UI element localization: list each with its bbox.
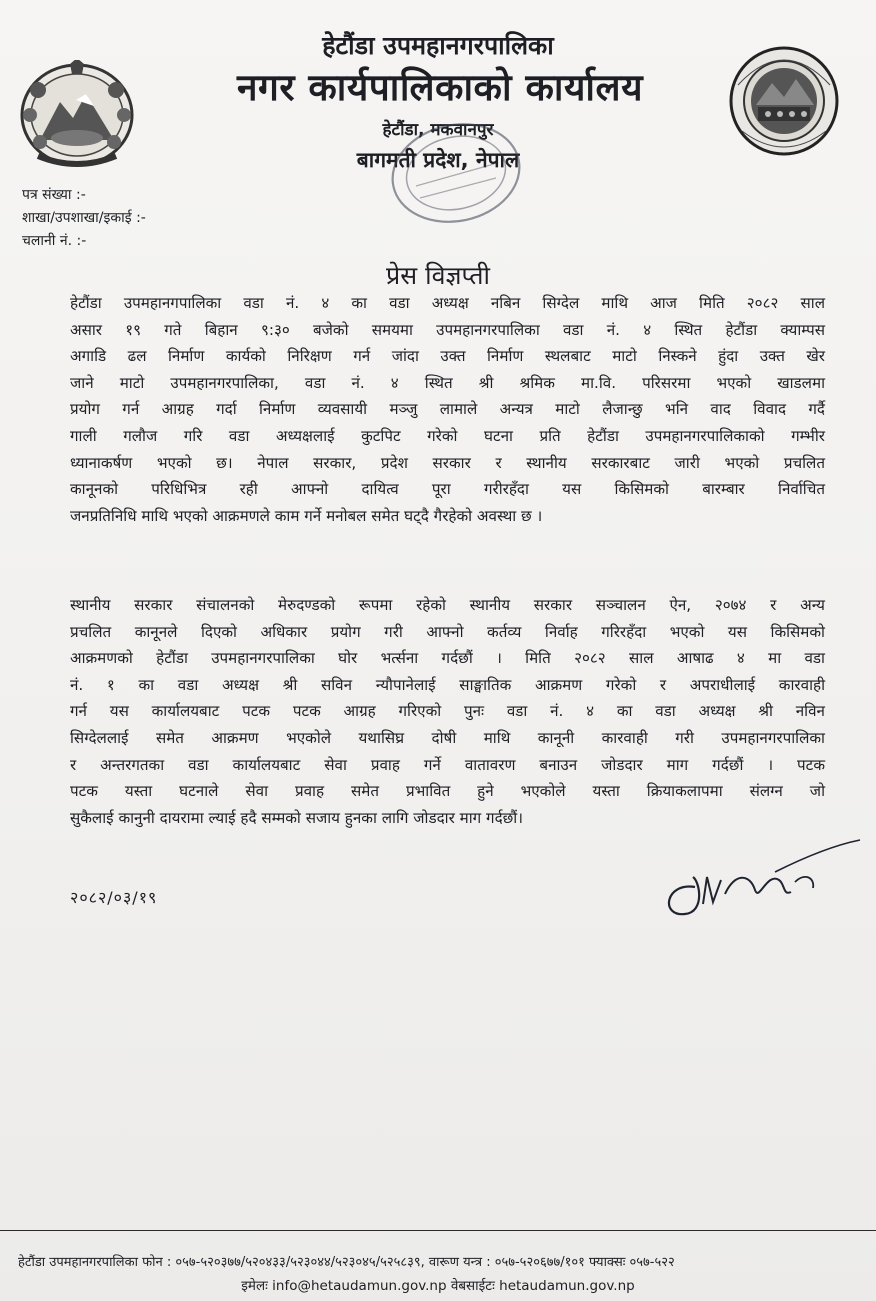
office-name-line1: हेटौंडा उपमहानगरपालिका xyxy=(322,31,554,60)
hetauda-submetropolitan-logo-icon xyxy=(728,45,840,157)
office-seal-stamp-icon xyxy=(386,118,526,228)
paragraph-line: हेटौंडा उपमहानगपालिका वडा नं. ४ का वडा अध्यक्ष नबिन सिग्देल माथि आज मिति २०८२ साल xyxy=(70,294,825,312)
paragraph-line: कानूनको परिधिभित्र रही आफ्नो दायित्व पूरा गरीरहँदा यस किसिमको बारम्बार निर्वाचित xyxy=(70,480,825,499)
paragraph-line: जनप्रतिनिधि माथि भएको आक्रमणले काम गर्ने मनोबल समेत घट्दै गैरहेको अवस्था छ । xyxy=(70,506,543,525)
paragraph-line: गर्न यस कार्यालयबाट पटक पटक आग्रह गरिएको पुनः वडा नं. ४ का वडा अध्यक्ष श्री नविन xyxy=(70,702,825,721)
paragraph-line: र अन्तरगतका वडा कार्यालयबाट सेवा प्रवाह गर्ने वातावरण बनाउन जोडदार माग गर्दछौं । पटक xyxy=(70,755,825,774)
paragraph-line: स्थानीय सरकार संचालनको मेरुदण्डको रूपमा रहेको स्थानीय सरकार सञ्चालन ऐन, २०७४ र अन्य xyxy=(70,596,825,614)
paragraph-line: ध्यानाकर्षण भएको छ। नेपाल सरकार, प्रदेश सरकार र स्थानीय सरकारबाट जारी भएको प्रचलित xyxy=(70,453,825,472)
paragraph-line: अगाडि ढल निर्माण कार्यको निरिक्षण गर्न जांदा उक्त निर्माण स्थलबाट माटो निस्कने हुंदा उक्त खेर xyxy=(70,347,825,366)
paragraph-1 xyxy=(70,290,825,529)
handwritten-signature-icon xyxy=(655,832,870,927)
paragraph-line: पटक यस्ता घटनाले सेवा प्रवाह समेत प्रभावित हुने भएकोले यस्ता क्रियाकलापमा संलग्न जो xyxy=(70,782,825,801)
office-province-line: बागमती प्रदेश, नेपाल xyxy=(356,148,520,172)
letter-number-label: पत्र संख्या :- xyxy=(22,187,86,203)
dispatch-number-label: चलानी नं. :- xyxy=(22,233,87,249)
footer-web: इमेलः info@hetaudamun.gov.np वेबसाईटः hetaudamun.gov.np xyxy=(241,1278,635,1294)
paragraph-line: असार १९ गते बिहान ९:३० बजेको समयमा उपमहानगरपालिका वडा नं. ४ स्थित हेटौंडा क्याम्पस xyxy=(70,320,825,339)
footer-contact: हेटौंडा उपमहानगरपालिका फोन : ०५७-५२०३७७/५२०४३३/५२३०४४/५२३०४५/५२५८३९, वारूण यन्त्र : ०५७-५२०६७७/१०१ फ्याक्सः ०५७-५२२ xyxy=(18,1255,675,1270)
paragraph-line: प्रयोग गर्न आग्रह गर्दा निर्माण व्यवसायी मञ्जु लामाले अन्यत्र माटो लैजान्छु भनि वाद विवाद गर्दै xyxy=(70,400,825,419)
paragraph-2 xyxy=(70,592,825,831)
paragraph-line: सिग्देललाई समेत आक्रमण भएकोले यथासिघ्र दोषी माथि कानूनी कारवाही गरी उपमहानगरपालिका xyxy=(70,728,825,747)
paragraph-line: गाली गलौज गरि वडा अध्यक्षलाई कुटपिट गरेको घटना प्रति हेटौंडा उपमहानगरपालिकाको गम्भीर xyxy=(70,426,825,445)
paragraph-line: जाने माटो उपमहानगरपालिका, वडा नं. ४ स्थित श्री श्रमिक मा.वि. परिसरमा भएको खाडलमा xyxy=(70,373,825,392)
paragraph-line: आक्रमणको हेटौंडा उपमहानगरपालिका घोर भर्त्सना गर्दछौं । मिति २०८२ साल आषाढ ४ मा वडा xyxy=(70,649,825,668)
document-title: प्रेस विज्ञप्ती xyxy=(386,261,490,290)
document-date: २०८२/०३/१९ xyxy=(70,888,158,907)
paragraph-line: प्रचलित कानूनले दिएको अधिकार प्रयोग गरी आफ्नो कर्तव्य निर्वाह गरिरहँदा भएको यस किसिमको xyxy=(70,622,825,641)
footer-divider xyxy=(0,1230,876,1231)
office-name-line2: नगर कार्यपालिकाको कार्यालय xyxy=(236,66,644,109)
paragraph-line: सुकैलाई कानुनी दायरामा ल्याई हदै सम्मको सजाय हुनका लागि जोडदार माग गर्दछौं। xyxy=(70,808,523,827)
branch-label: शाखा/उपशाखा/इकाई :- xyxy=(22,210,146,226)
paragraph-line: नं. १ का वडा अध्यक्ष श्री सविन न्यौपानेलाई साङ्घातिक आक्रमण गरेको र अपराधीलाई कारवाही xyxy=(70,675,825,694)
office-address-line: हेटौंडा, मकवानपुर xyxy=(382,120,494,140)
